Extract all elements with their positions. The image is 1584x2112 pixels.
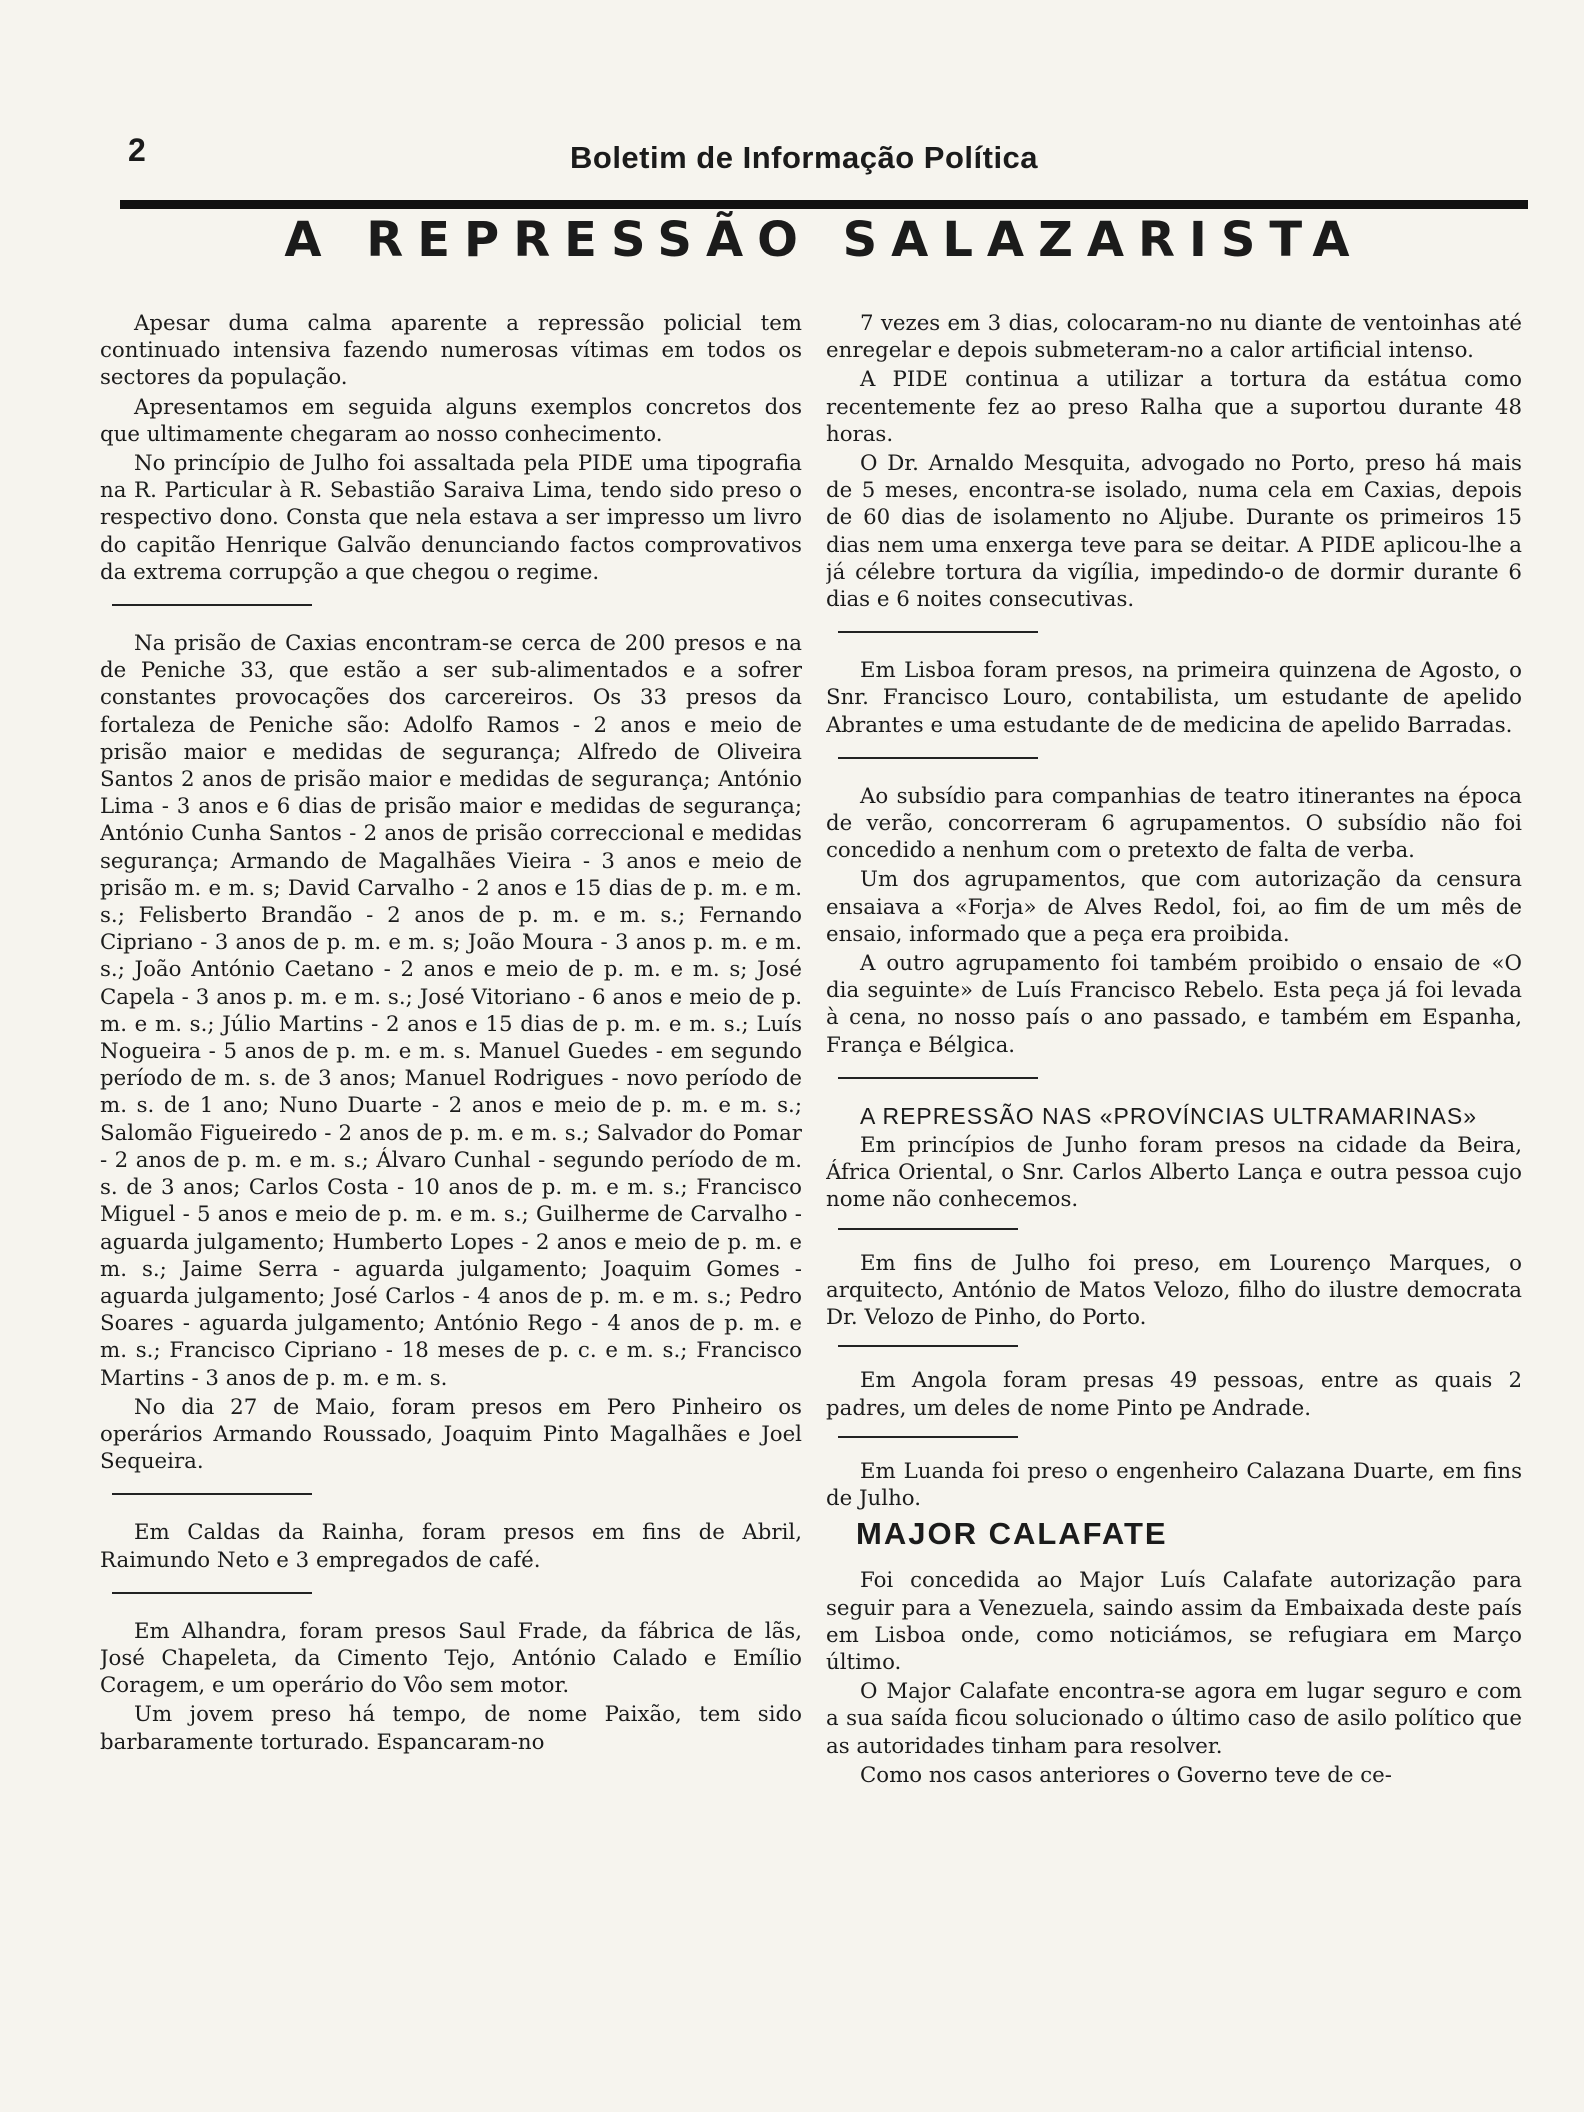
left-column	[100, 310, 802, 2110]
mesquita-paragraph: O Dr. Arnaldo Mesquita, advogado no Porto, preso há mais de 5 meses, encontra-se isolado, numa cela em Caxias, depois de 60 dias de isolamento no Aljube. Durante os primeiros 15 dias nem uma enxerga teve para se deitar. A PIDE aplicou-lhe a já célebre tortura da vigília, impedindo-o de dormir durante 6 dias e 6 noites consecutivas.	[826, 451, 1522, 613]
separator-rule	[112, 1493, 312, 1495]
separator-rule	[112, 604, 312, 606]
statue-torture-paragraph: A PIDE continua a utilizar a tortura da estátua como recentemente fez ao preso Ralha que a suportou durante 48 horas.	[826, 367, 1522, 447]
beira-paragraph: Em princípios de Junho foram presos na cidade da Beira, África Oriental, o Snr. Carlos Alberto Lança e outra pessoa cujo nome não conhecemos.	[826, 1133, 1522, 1213]
header-rule	[120, 200, 1528, 209]
dia-seguinte-paragraph: A outro agrupamento foi também proibido o ensaio de «O dia seguinte» de Luís Francisco Rebelo. Esta peça já foi levada à cena, no nosso país o ano passado, e também em Espanha, França e Bélgica.	[826, 951, 1522, 1058]
peniche-prisoners-paragraph: Na prisão de Caxias encontram-se cerca de 200 presos e na de Peniche 33, que estão a ser sub-alimentados e a sofrer constantes provocações dos carcereiros. Os 33 presos da fortaleza de Peniche são: Adolfo Ramos - 2 anos e meio de prisão maior e medidas de segurança; Alfredo de Oliveira Santos 2 anos de prisão maior e medidas de segurança; António Lima - 3 anos e 6 dias de prisão maior e medidas de segurança; António Cunha Santos - 2 anos de prisão correccional e medidas segurança; Armando de Magalhães Vieira - 3 anos e meio de prisão m. e m. s; David Carvalho - 2 anos e 15 dias de p. m. e m. s.; Felisberto Brandão - 2 anos de p. m. e m. s.; Fernando Cipriano - 3 anos de p. m. e m. s; João Moura - 3 anos p. m. e m. s.; João António Caetano - 2 anos e meio de p. m. e m. s; José Capela - 3 anos p. m. e m. s.; José Vitoriano - 6 anos e meio de p. m. e m. s.; Júlio Martins - 2 anos e 15 dias de p. m. e m. s.; Luís Nogueira - 5 anos de p. m. e m. s. Manuel Guedes - em segundo período de m. s. de 3 anos; Manuel Rodrigues - novo período de m. s. de 1 ano; Nuno Duarte - 2 anos e meio de p. m. e m. s.; Salomão Figueiredo - 2 anos de p. m. e m. s.; Salvador do Pomar - 2 anos de p. m. e m. s.; Álvaro Cunhal - segundo período de m. s. de 3 anos; Carlos Costa - 10 anos de p. m. e m. s.; Francisco Miguel - 5 anos e meio de p. m. e m. s.; Guilherme de Carvalho - aguarda julgamento; Humberto Lopes - 2 anos e meio de p. m. e m. s.; Jaime Serra - aguarda julgamento; Joaquim Gomes - aguarda julgamento; José Carlos - 4 anos de p. m. e m. s.; Pedro Soares - aguarda julgamento; António Rego - 4 anos de p. m. e m. s.; Francisco Cipriano - 18 meses de p. c. e m. s.; Francisco Martins - 3 anos de p. m. e m. s.	[100, 631, 802, 1391]
separator-rule	[112, 1592, 312, 1594]
running-title: Boletim de Informação Política	[570, 140, 1039, 175]
luanda-paragraph: Em Luanda foi preso o engenheiro Calazana Duarte, em fins de Julho.	[826, 1458, 1522, 1511]
alhandra-paragraph: Em Alhandra, foram presos Saul Frade, da fábrica de lãs, José Chapeleta, da Cimento Tejo, António Calado e Emílio Coragem, e um operário do Vôo sem motor.	[100, 1618, 802, 1699]
separator-rule	[838, 1436, 1018, 1438]
caldas-paragraph: Em Caldas da Rainha, foram presos em fins de Abril, Raimundo Neto e 3 empregados de café.	[100, 1520, 802, 1573]
intro-paragraph: Apesar duma calma aparente a repressão policial tem continuado intensiva fazendo numerosas vítimas em todos os sectores da população.	[100, 311, 802, 391]
major-calafate-heading: MAJOR CALAFATE	[856, 1516, 1168, 1552]
calafate-authorization-paragraph: Foi concedida ao Major Luís Calafate autorização para seguir para a Venezuela, saindo assim da Embaixada deste país em Lisboa onde, como noticiámos, se refugiara em Março último.	[826, 1568, 1522, 1675]
lisboa-arrests-paragraph: Em Lisboa foram presos, na primeira quinzena de Agosto, o Snr. Francisco Louro, contabilista, um estudante de apelido Abrantes e uma estudante de de medicina de apelido Barradas.	[826, 658, 1522, 738]
separator-rule	[838, 631, 1038, 633]
main-headline: A REPRESSÃO SALAZARISTA	[284, 212, 1364, 268]
examples-paragraph: Apresentamos em seguida alguns exemplos concretos dos que ultimamente chegaram ao nosso conhecimento.	[100, 394, 802, 447]
separator-rule	[838, 1077, 1038, 1079]
forja-paragraph: Um dos agrupamentos, que com autorização da censura ensaiava a «Forja» de Alves Redol, foi, ao fim de um mês de ensaio, informado que a peça era proibida.	[826, 867, 1522, 947]
theatre-subsidy-paragraph: Ao subsídio para companhias de teatro itinerantes na época de verão, concorreram 6 agrupamentos. O subsídio não foi concedido a nenhum com o pretexto de falta de verba.	[826, 783, 1522, 864]
separator-rule	[838, 1345, 1018, 1347]
separator-rule	[838, 757, 1038, 759]
separator-rule	[838, 1228, 1018, 1230]
lourenco-marques-paragraph: Em fins de Julho foi preso, em Lourenço Marques, o arquitecto, António de Matos Velozo, filho do ilustre democrata Dr. Velozo de Pinho, do Porto.	[826, 1250, 1522, 1331]
paixao-paragraph: Um jovem preso há tempo, de nome Paixão, tem sido barbaramente torturado. Espancaram-no	[100, 1702, 802, 1755]
provinces-subheading: A REPRESSÃO NAS «PROVÍNCIAS ULTRAMARINAS»	[860, 1102, 1478, 1129]
calafate-safe-paragraph: O Major Calafate encontra-se agora em lugar seguro e com a sua saída ficou solucionado o último caso de asilo político que as autoridades tinham para resolver.	[826, 1679, 1522, 1759]
torture-continuation-paragraph: 7 vezes em 3 dias, colocaram-no nu diante de ventoinhas até enregelar e depois submeteram-no a calor artificial intenso.	[826, 311, 1522, 364]
pero-pinheiro-paragraph: No dia 27 de Maio, foram presos em Pero Pinheiro os operários Armando Roussado, Joaquim Pinto Magalhães e Joel Sequeira.	[100, 1394, 802, 1475]
right-column	[826, 310, 1522, 2110]
previous-cases-paragraph: Como nos casos anteriores o Governo teve de ce-	[860, 1762, 1392, 1788]
typography-raid-paragraph: No princípio de Julho foi assaltada pela PIDE uma tipografia na R. Particular à R. Sebastião Saraiva Lima, tendo sido preso o respectivo dono. Consta que nela estava a ser impresso um livro do capitão Henrique Galvão denunciando factos comprovativos da extrema corrupção a que chegou o regime.	[100, 451, 802, 585]
page-number: 2	[128, 132, 146, 168]
angola-paragraph: Em Angola foram presas 49 pessoas, entre as quais 2 padres, um deles de nome Pinto pe Andrade.	[826, 1368, 1522, 1421]
